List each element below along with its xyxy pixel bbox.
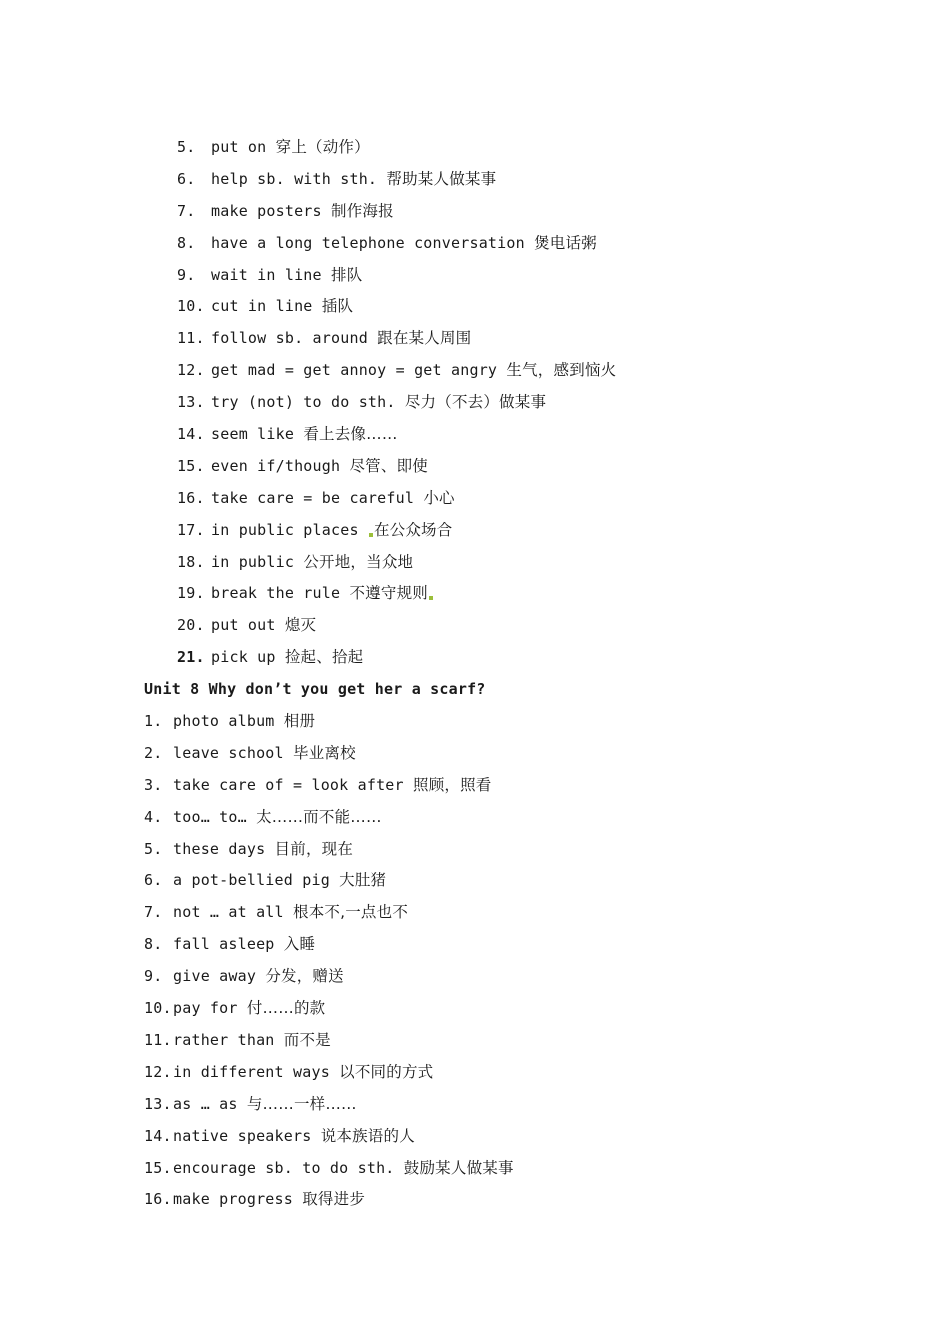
list-item: 16. take care = be careful 小心 xyxy=(177,488,455,507)
list-item: 14.native speakers 说本族语的人 xyxy=(144,1126,415,1145)
list-item: 16.make progress 取得进步 xyxy=(144,1190,366,1209)
highlight-mark-icon xyxy=(369,533,373,537)
list-item: 14. seem like 看上去像…… xyxy=(177,425,398,444)
list-item: 8. fall asleep 入睡 xyxy=(144,935,316,954)
list-item: 11. follow sb. around 跟在某人周围 xyxy=(177,329,472,348)
list-item: 17. in public places 在公众场合 xyxy=(177,520,453,539)
list-item: 7. make posters 制作海报 xyxy=(177,201,394,220)
list-item: 10. cut in line 插队 xyxy=(177,297,354,316)
list-item: 13. try (not) to do sth. 尽力（不去）做某事 xyxy=(177,393,547,412)
list-item: 11.rather than 而不是 xyxy=(144,1030,331,1049)
list-item: 13.as … as 与……一样…… xyxy=(144,1094,357,1113)
list-item: 5. put on 穿上（动作） xyxy=(177,138,370,156)
list-item: 3. take care of = look after 照顾，照看 xyxy=(144,775,492,794)
list-item: 21. pick up 捡起、拾起 xyxy=(177,648,364,667)
list-item: 8. have a long telephone conversation 煲电话粥 xyxy=(177,233,597,252)
list-item: 19. break the rule 不遵守规则 xyxy=(0,578,950,610)
list-item: 5. these days 目前，现在 xyxy=(144,839,354,858)
list-item: 15.encourage sb. to do sth. 鼓励某人做某事 xyxy=(144,1158,514,1177)
list-item: 20. put out 熄灭 xyxy=(177,616,317,635)
list-item: 18. in public 公开地，当众地 xyxy=(177,552,414,571)
list-item: 6. a pot-bellied pig 大肚猪 xyxy=(144,871,387,890)
list-item: 12. get mad = get annoy = get angry 生气，感到恼火 xyxy=(177,361,617,380)
phrase-list xyxy=(0,132,950,1216)
list-item: 9. give away 分发，赠送 xyxy=(144,967,344,986)
list-item: 2. leave school 毕业离校 xyxy=(144,743,356,762)
list-item: 1. photo album 相册 xyxy=(144,712,316,731)
list-item: 7. not … at all 根本不,一点也不 xyxy=(144,903,409,922)
list-item: 6. help sb. with sth. 帮助某人做某事 xyxy=(177,169,497,188)
highlight-mark-icon xyxy=(429,596,433,600)
unit-heading: Unit 8 Why don’t you get her a scarf? xyxy=(144,680,486,699)
list-item: 9. wait in line 排队 xyxy=(177,265,363,284)
list-item: 4. too… to… 太……而不能…… xyxy=(144,807,382,826)
list-item: 10.pay for 付……的款 xyxy=(144,999,326,1018)
list-item: 15. even if/though 尽管、即使 xyxy=(177,456,428,475)
list-item: 12.in different ways 以不同的方式 xyxy=(144,1062,434,1081)
